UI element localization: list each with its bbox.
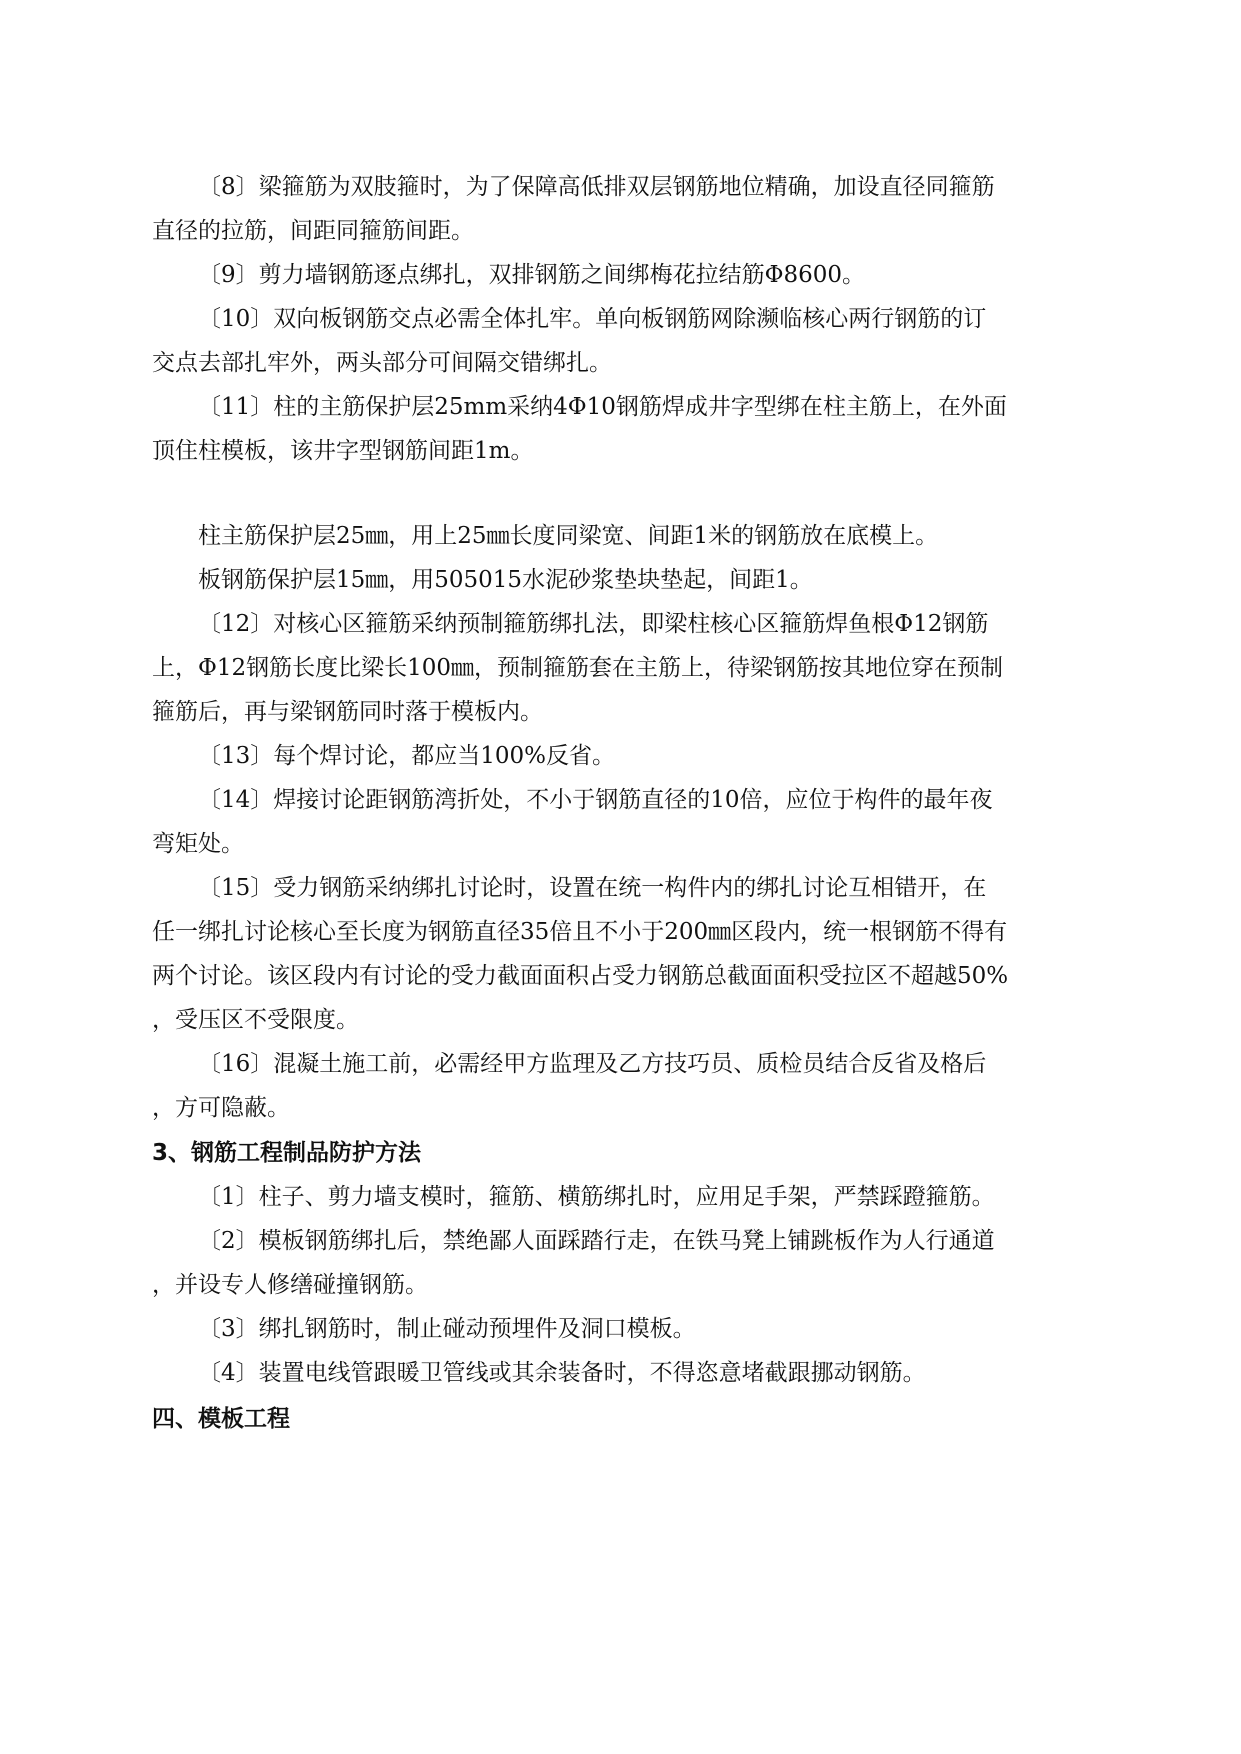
item-15-line-1: 〔15〕受力钢筋采纳绑扎讨论时，设置在统一构件内的绑扎讨论互相错开，在 (198, 875, 987, 901)
item-15-line-3: 两个讨论。该区段内有讨论的受力截面面积占受力钢筋总截面面积受拉区不超越50% (152, 963, 1009, 989)
item-9: 〔9〕剪力墙钢筋逐点绑扎，双排钢筋之间绑梅花拉结筋Φ8600。 (198, 262, 866, 288)
item-10-line-1: 〔10〕双向板钢筋交点必需全体扎牢。单向板钢筋网除濒临核心两行钢筋的订 (198, 306, 987, 332)
item-16-line-2: ，方可隐蔽。 (152, 1095, 290, 1121)
item-11-line-2: 顶住柱模板，该井字型钢筋间距1m。 (152, 438, 534, 464)
item-15-line-4: ，受压区不受限度。 (152, 1007, 359, 1033)
protection-item-1: 〔1〕柱子、剪力墙支模时，箍筋、横筋绑扎时，应用足手架，严禁踩蹬箍筋。 (198, 1184, 995, 1210)
item-13: 〔13〕每个焊讨论，都应当100%反省。 (198, 743, 616, 769)
item-10-line-2: 交点去部扎牢外，两头部分可间隔交错绑扎。 (152, 350, 612, 376)
section-heading-formwork: 四、模板工程 (152, 1406, 290, 1432)
item-12-line-3: 箍筋后，再与梁钢筋同时落于模板内。 (152, 699, 543, 725)
section-heading-protection: 3、钢筋工程制品防护方法 (152, 1140, 422, 1166)
item-12-line-2: 上，Φ12钢筋长度比梁长100㎜，预制箍筋套在主筋上，待梁钢筋按其地位穿在预制 (152, 655, 1004, 681)
protection-item-4: 〔4〕装置电线管跟暖卫管线或其余装备时，不得恣意堵截跟挪动钢筋。 (198, 1360, 926, 1386)
protection-item-3: 〔3〕绑扎钢筋时，制止碰动预埋件及洞口模板。 (198, 1316, 696, 1342)
protection-item-2-line-1: 〔2〕模板钢筋绑扎后，禁绝鄙人面踩踏行走，在铁马凳上铺跳板作为人行通道 (198, 1228, 995, 1254)
item-14-line-1: 〔14〕焊接讨论距钢筋湾折处，不小于钢筋直径的10倍，应位于构件的最年夜 (198, 787, 993, 813)
slab-cover-note: 板钢筋保护层15㎜，用505015水泥砂浆垫块垫起，间距1。 (198, 567, 813, 593)
item-11-line-1: 〔11〕柱的主筋保护层25mm采纳4Φ10钢筋焊成井字型绑在柱主筋上，在外面 (198, 394, 1007, 420)
item-8-line-1: 〔8〕梁箍筋为双肢箍时，为了保障高低排双层钢筋地位精确，加设直径同箍筋 (198, 174, 995, 200)
protection-item-2-line-2: ，并设专人修缮碰撞钢筋。 (152, 1272, 428, 1298)
item-16-line-1: 〔16〕混凝土施工前，必需经甲方监理及乙方技巧员、质检员结合反省及格后 (198, 1051, 987, 1077)
column-cover-note: 柱主筋保护层25㎜，用上25㎜长度同梁宽、间距1米的钢筋放在底模上。 (198, 523, 939, 549)
item-14-line-2: 弯矩处。 (152, 831, 244, 857)
item-8-line-2: 直径的拉筋，间距同箍筋间距。 (152, 218, 474, 244)
item-12-line-1: 〔12〕对核心区箍筋采纳预制箍筋绑扎法，即梁柱核心区箍筋焊鱼根Φ12钢筋 (198, 611, 989, 637)
item-15-line-2: 任一绑扎讨论核心至长度为钢筋直径35倍且不小于200㎜区段内，统一根钢筋不得有 (152, 919, 1008, 945)
